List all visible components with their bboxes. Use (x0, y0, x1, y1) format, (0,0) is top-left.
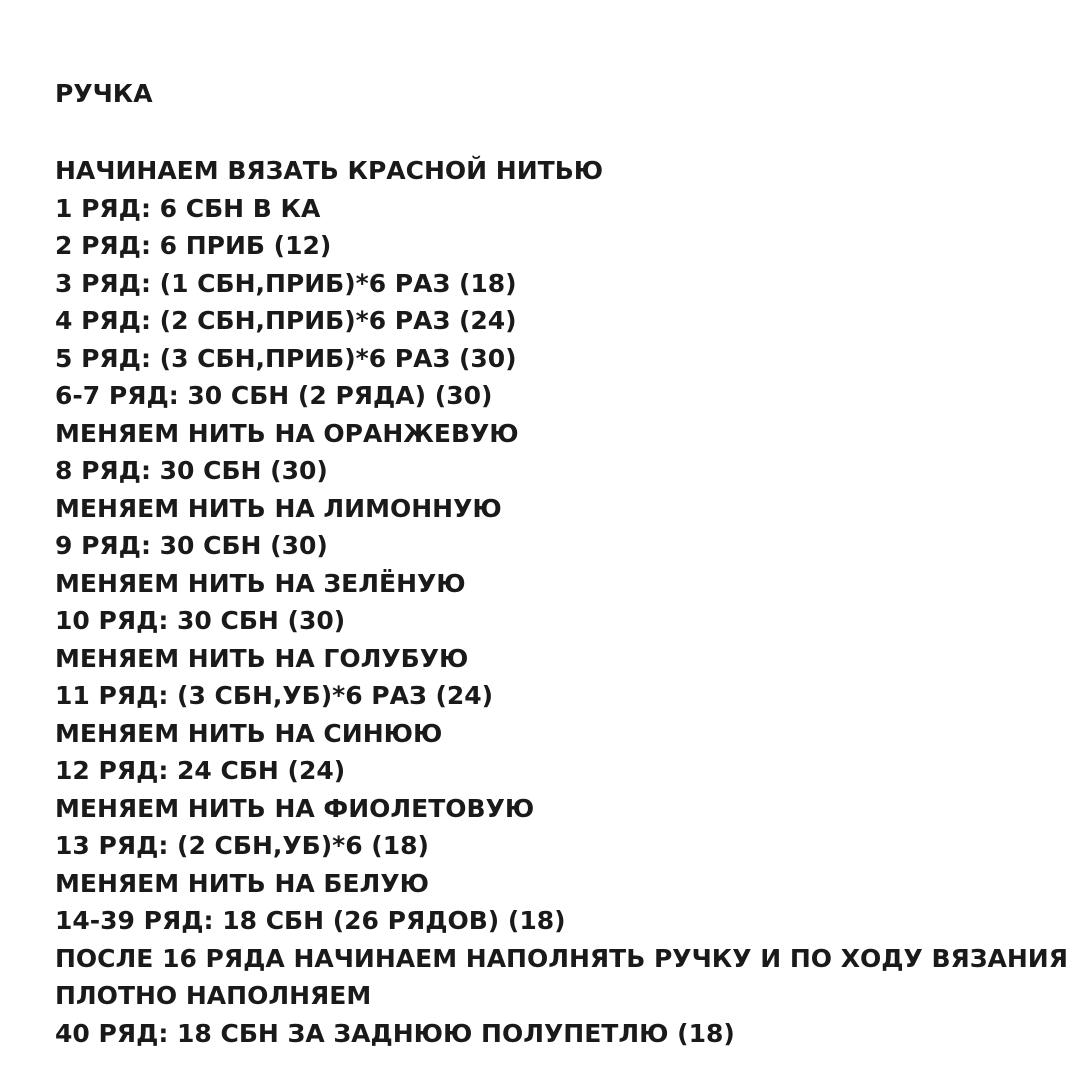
instruction-line: МЕНЯЕМ НИТЬ НА ЗЕЛЁНУЮ (55, 568, 466, 598)
instruction-line: 2 РЯД: 6 ПРИБ (12) (55, 231, 332, 260)
instruction-line: МЕНЯЕМ НИТЬ НА СИНЮЮ (55, 718, 443, 748)
instruction-line: 4 РЯД: (2 СБН,ПРИБ)*6 РАЗ (24) (55, 306, 517, 335)
instruction-line: МЕНЯЕМ НИТЬ НА ОРАНЖЕВУЮ (55, 418, 519, 448)
instruction-line: 12 РЯД: 24 СБН (24) (55, 756, 346, 785)
instruction-line: 14-39 РЯД: 18 СБН (26 РЯДОВ) (18) (55, 906, 566, 935)
instruction-line: 1 РЯД: 6 СБН В КА (55, 193, 321, 223)
instruction-line: 6-7 РЯД: 30 СБН (2 РЯДА) (30) (55, 381, 493, 410)
instruction-line: 8 РЯД: 30 СБН (30) (55, 456, 328, 485)
instruction-line: НАЧИНАЕМ ВЯЗАТЬ КРАСНОЙ НИТЬЮ (55, 156, 604, 185)
instruction-line: МЕНЯЕМ НИТЬ НА ГОЛУБУЮ (55, 643, 469, 673)
instruction-line: МЕНЯЕМ НИТЬ НА БЕЛУЮ (55, 868, 429, 898)
instruction-line: 3 РЯД: (1 СБН,ПРИБ)*6 РАЗ (18) (55, 268, 517, 298)
instruction-line: 11 РЯД: (3 СБН,УБ)*6 РАЗ (24) (55, 681, 494, 710)
instruction-line: 13 РЯД: (2 СБН,УБ)*6 (18) (55, 831, 429, 860)
instruction-line: 9 РЯД: 30 СБН (30) (55, 531, 328, 560)
instructions-list (55, 152, 1068, 1052)
instruction-line: 40 РЯД: 18 СБН ЗА ЗАДНЮЮ ПОЛУПЕТЛЮ (18) (55, 1018, 735, 1048)
instruction-line: МЕНЯЕМ НИТЬ НА ЛИМОННУЮ (55, 493, 502, 523)
document-title: РУЧКА (55, 79, 153, 108)
instruction-line: МЕНЯЕМ НИТЬ НА ФИОЛЕТОВУЮ (55, 793, 535, 823)
instruction-line: ПОСЛЕ 16 РЯДА НАЧИНАЕМ НАПОЛНЯТЬ РУЧКУ И ПО ХОДУ ВЯЗАНИЯ (55, 943, 1068, 973)
instruction-line: 10 РЯД: 30 СБН (30) (55, 606, 346, 635)
instruction-line: ПЛОТНО НАПОЛНЯЕМ (55, 981, 372, 1010)
instruction-line: 5 РЯД: (3 СБН,ПРИБ)*6 РАЗ (30) (55, 343, 517, 373)
